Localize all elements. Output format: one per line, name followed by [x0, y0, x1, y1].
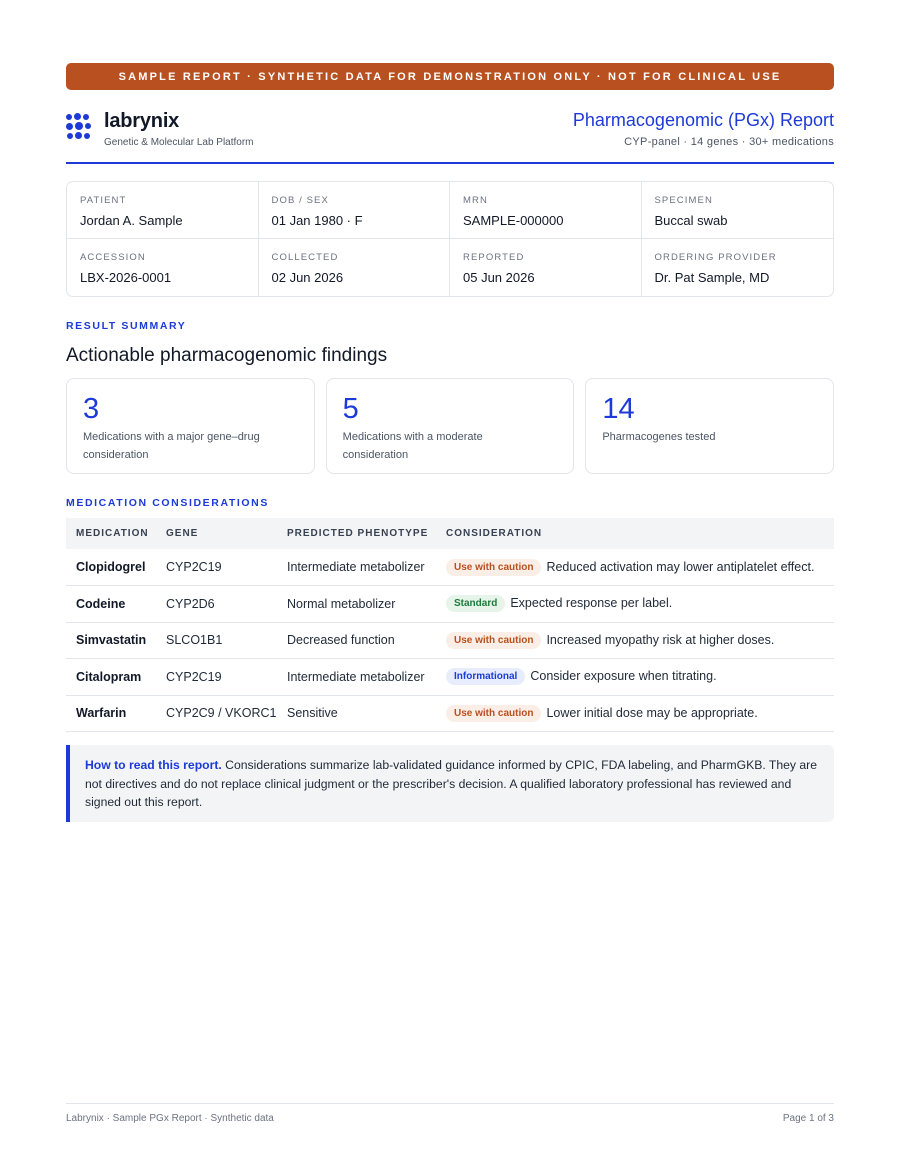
- consideration-cell: [436, 622, 834, 659]
- summary-card-number: 14: [602, 393, 635, 425]
- info-label: REPORTED: [463, 252, 525, 263]
- info-value: SAMPLE-000000: [463, 213, 564, 228]
- phenotype-cell: Intermediate metabolizer: [277, 549, 436, 586]
- gene-cell: CYP2D6: [156, 586, 277, 623]
- summary-card-description: Pharmacogenes tested: [602, 431, 716, 443]
- report-title: Pharmacogenomic (PGx) Report: [572, 110, 834, 130]
- column-header-phenotype: PREDICTED PHENOTYPE: [277, 518, 436, 549]
- footer-source: Labrynix · Sample PGx Report · Synthetic data: [66, 1113, 274, 1124]
- info-value: Jordan A. Sample: [80, 213, 183, 228]
- consideration-note: Expected response per label.: [510, 596, 673, 611]
- info-value: LBX-2026-0001: [80, 270, 172, 285]
- info-value: Buccal swab: [654, 213, 728, 228]
- brand-name: labrynix: [104, 110, 180, 132]
- summary-card-major: [66, 378, 315, 474]
- info-value: 05 Jun 2026: [463, 270, 535, 285]
- consideration-note: Consider exposure when titrating.: [530, 669, 717, 684]
- page-number: Page 1 of 3: [782, 1113, 834, 1124]
- medication-cell: Clopidogrel: [66, 549, 156, 586]
- gene-cell: SLCO1B1: [156, 622, 277, 659]
- sample-report-banner: SAMPLE REPORT · SYNTHETIC DATA FOR DEMONSTRATION ONLY · NOT FOR CLINICAL USE: [66, 63, 834, 90]
- ordering-provider-cell: [642, 239, 834, 296]
- info-label: MRN: [463, 195, 488, 206]
- dob-sex-cell: [259, 182, 451, 239]
- info-label: ORDERING PROVIDER: [654, 252, 777, 263]
- summary-card-description: Medications with a major gene–drug consideration: [83, 431, 260, 461]
- info-value: 01 Jan 1980 · F: [271, 213, 363, 228]
- summary-card-number: 5: [342, 393, 359, 425]
- info-label: DOB / SEX: [271, 195, 329, 206]
- phenotype-cell: Intermediate metabolizer: [277, 659, 436, 696]
- table-row: [66, 659, 834, 696]
- note-body: Considerations summarize lab-validated guidance informed by CPIC, FDA labeling, and PharmGKB. They are not directives and do not replace clinical judgment or the prescriber's decision. A qualified laboratory professional has reviewed and signed out this report.: [85, 758, 818, 809]
- consideration-cell: [436, 549, 834, 586]
- gene-cell: CYP2C19: [156, 549, 277, 586]
- reported-cell: [450, 239, 642, 296]
- result-summary-eyebrow: RESULT SUMMARY: [66, 320, 187, 332]
- table-row: [66, 549, 834, 586]
- result-summary-heading: Actionable pharmacogenomic findings: [66, 345, 388, 366]
- caution-badge: Use with caution: [446, 632, 541, 649]
- medication-cell: Warfarin: [66, 695, 156, 732]
- column-header-medication: MEDICATION: [66, 518, 156, 549]
- phenotype-cell: Sensitive: [277, 695, 436, 732]
- summary-cards: [66, 378, 834, 474]
- standard-badge: Standard: [446, 595, 505, 612]
- report-subtitle: CYP-panel · 14 genes · 30+ medications: [624, 136, 834, 148]
- header-divider: [66, 162, 834, 164]
- note-lead: How to read this report.: [85, 758, 222, 772]
- collected-cell: [259, 239, 451, 296]
- column-header-gene: GENE: [156, 518, 277, 549]
- consideration-note: Lower initial dose may be appropriate.: [546, 705, 758, 720]
- summary-card-moderate: [326, 378, 575, 474]
- specimen-cell: [642, 182, 834, 239]
- mrn-cell: [450, 182, 642, 239]
- summary-card-genes: [585, 378, 834, 474]
- info-value: 02 Jun 2026: [271, 270, 344, 285]
- table-row: [66, 586, 834, 623]
- labrynix-logo-icon: [66, 113, 94, 141]
- medication-considerations-eyebrow: MEDICATION CONSIDERATIONS: [66, 497, 269, 509]
- caution-badge: Use with caution: [446, 559, 541, 576]
- caution-badge: Use with caution: [446, 705, 541, 722]
- patient-cell: [67, 182, 259, 239]
- consideration-cell: [436, 659, 834, 696]
- info-label: SPECIMEN: [654, 195, 713, 206]
- table-row: [66, 695, 834, 732]
- medication-cell: Simvastatin: [66, 622, 156, 659]
- info-value: Dr. Pat Sample, MD: [654, 270, 770, 285]
- brand-tagline: Genetic & Molecular Lab Platform: [104, 137, 254, 148]
- summary-card-description: Medications with a moderate consideration: [342, 431, 483, 461]
- brand-header: [66, 110, 254, 148]
- info-label: ACCESSION: [80, 252, 146, 263]
- gene-cell: CYP2C9 / VKORC1: [156, 695, 277, 732]
- report-header: [573, 109, 834, 148]
- column-header-consideration: CONSIDERATION: [436, 518, 834, 549]
- informational-badge: Informational: [446, 668, 525, 685]
- how-to-read-note: [66, 745, 834, 822]
- gene-cell: CYP2C19: [156, 659, 277, 696]
- footer-divider: [66, 1103, 834, 1104]
- consideration-note: Increased myopathy risk at higher doses.: [546, 632, 775, 647]
- consideration-cell: [436, 695, 834, 732]
- phenotype-cell: Normal metabolizer: [277, 586, 436, 623]
- medication-table: [66, 518, 834, 732]
- medication-cell: Citalopram: [66, 659, 156, 696]
- table-row: [66, 622, 834, 659]
- consideration-note: Reduced activation may lower antiplatelet effect.: [546, 559, 815, 574]
- patient-info-grid: [66, 181, 834, 297]
- medication-cell: Codeine: [66, 586, 156, 623]
- summary-card-number: 3: [83, 393, 100, 425]
- info-label: PATIENT: [80, 195, 127, 206]
- consideration-cell: [436, 586, 834, 623]
- accession-cell: [67, 239, 259, 296]
- table-header-row: [66, 518, 834, 549]
- phenotype-cell: Decreased function: [277, 622, 436, 659]
- info-label: COLLECTED: [271, 252, 339, 263]
